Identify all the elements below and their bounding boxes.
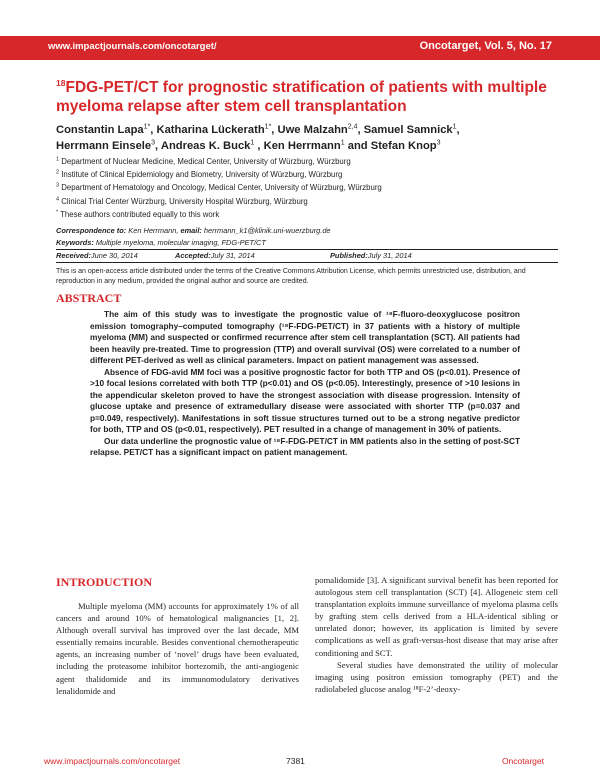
author: Ken Herrmann$^1$ and [263,138,371,152]
header-bar [0,36,600,60]
keywords: Keywords: Multiple myeloma, molecular imaging, FDG-PET/CT [56,237,266,247]
affiliation-list [56,155,556,221]
body-paragraph: pomalidomide [3]. A significant survival benefit has been reported for autologous stem cell transplantation (SCT) [4]. Allogeneic stem cell transplantation exploits immune surveillance of myeloma plasma cells by grafting stem cells derived from a HLA-identical sibling or unrelated donor; however, its application is limited by severe complications as well as graft-versus-host disease that may arise after conditioning and SCT. [315,575,558,658]
journal-citation: Oncotarget, Vol. 5, No. 17 [419,40,552,52]
author-list [56,123,556,154]
divider [56,249,558,250]
body-paragraph: Several studies have demonstrated the utility of molecular imaging using positron emission tomography (PET) and the radiolabeled glucose analog ¹⁸F-2’-deoxy- [315,659,558,694]
author: Constantin Lapa$^{1*}$, [56,123,157,136]
article-metadata [56,225,556,248]
author: Katharina Lückerath$^{1*}$, [156,123,278,136]
license-notice: This is an open-access article distributed under the terms of the Creative Commons Attribution License, which permits unrestricted use, distribution, and reproduction in any medium, provided the original author and source are credited. [56,268,526,285]
affiliation: * These authors contributed equally to this work [56,209,220,219]
author: Uwe Malzahn$^{2,4}$, [277,123,364,136]
affiliation: $^4$ Clinical Trial Center Würzburg, University Hospital Würzburg, Würzburg [56,196,308,206]
abstract-body [90,309,520,459]
affiliation: $^1$ Department of Nuclear Medicine, Medical Center, University of Würzburg, Würzburg [56,156,351,166]
right-column [315,574,558,695]
author: Samuel Samnick$^1$, [363,123,460,136]
author: Stefan Knop$^3$ [370,138,441,152]
introduction-heading: INTRODUCTION [56,575,153,589]
received-date: Received: June 30, 2014 [56,251,138,260]
divider [56,262,558,263]
left-column [56,600,299,697]
published-date: Published: July 31, 2014 [330,251,412,260]
body-paragraph: Multiple myeloma (MM) accounts for approximately 1% of all cancers and around 10% of hematological malignancies [1, 2]. Although overall survival has improved over the last decade, MM essentially remains incurable. Besides conventional chemotherapeutic agents, an increasing number of ‘novel’ drugs have been evaluated, including the proteasome inhibitor bortezomib, the anti-angiogenic agent thalidomide and its immunomodulatory derivatives lenalidomide and [56,601,299,696]
correspondence-email[interactable]: herrmann_k1@klinik.uni-wuerzburg.de [203,226,331,235]
article-title [56,78,556,116]
journal-url[interactable]: www.impactjournals.com/oncotarget/ [48,41,217,52]
title-superscript: 18 [56,77,66,88]
author: Andreas K. Buck$^1$ , [160,138,264,152]
affiliation: $^2$ Institute of Clinical Epidemiology and Biometry, University of Würzburg, Würzburg [56,169,343,180]
abstract-heading: ABSTRACT [56,291,122,305]
author: Herrmann Einsele$^3$, [56,138,161,152]
accepted-date: Accepted: July 31, 2014 [175,251,255,260]
title-text: FDG-PET/CT for prognostic stratification of patients with multiple myeloma relapse after stem cell transplantation [56,79,547,115]
abstract-paragraph: Absence of FDG-avid MM foci was a positive prognostic factor for both TTP and OS (p<0.01). Presence of >10 focal lesions correlated with both TTP (p<0.01) and OS (p<0.05). Interestingly, presence of >10 lesions in the appendicular skeleton proved to have the strongest association with disease progression. Intensity of glucose uptake and presence of extramedullary disease were associated with shorter TTP (p=0.037 and p=0.049, respectively). Manifestations in soft tissue structures turned out to be a strong negative predictor for both, TTP and OS (p<0.01, respectively). PET resulted in a change of management in 30% of patients. [90,366,520,434]
footer-url[interactable]: www.impactjournals.com/oncotarget [44,756,181,766]
affiliation: $^3$ Department of Hematology and Oncology, Medical Center, University of Würzburg, Würzburg [56,182,382,193]
correspondence: Correspondence to: Ken Herrmann, email: herrmann_k1@klinik.uni-wuerzburg.de [56,226,331,235]
abstract-paragraph: The aim of this study was to investigate the prognostic value of ¹⁸F-fluoro-deoxyglucose positron emission tomography–computed tomography (¹⁸F-FDG-PET/CT) in 37 patients with a history of multiple myeloma (MM) and suspected or confirmed recurrence after stem cell transplantation (SCT). All patients had been heavily pre-treated. Time to progression (TTP) and overall survival (OS) were correlated to a number of different PET-derived as well as clinical parameters. Impact on patient management was assessed. [90,309,520,365]
abstract-paragraph: Our data underline the prognostic value of ¹⁸F-FDG-PET/CT in MM patients also in the setting of post-SCT relapse. PET/CT has a significant impact on patient management. [90,435,521,457]
page-number: 7381 [286,756,305,766]
footer-journal: Oncotarget [501,756,544,766]
